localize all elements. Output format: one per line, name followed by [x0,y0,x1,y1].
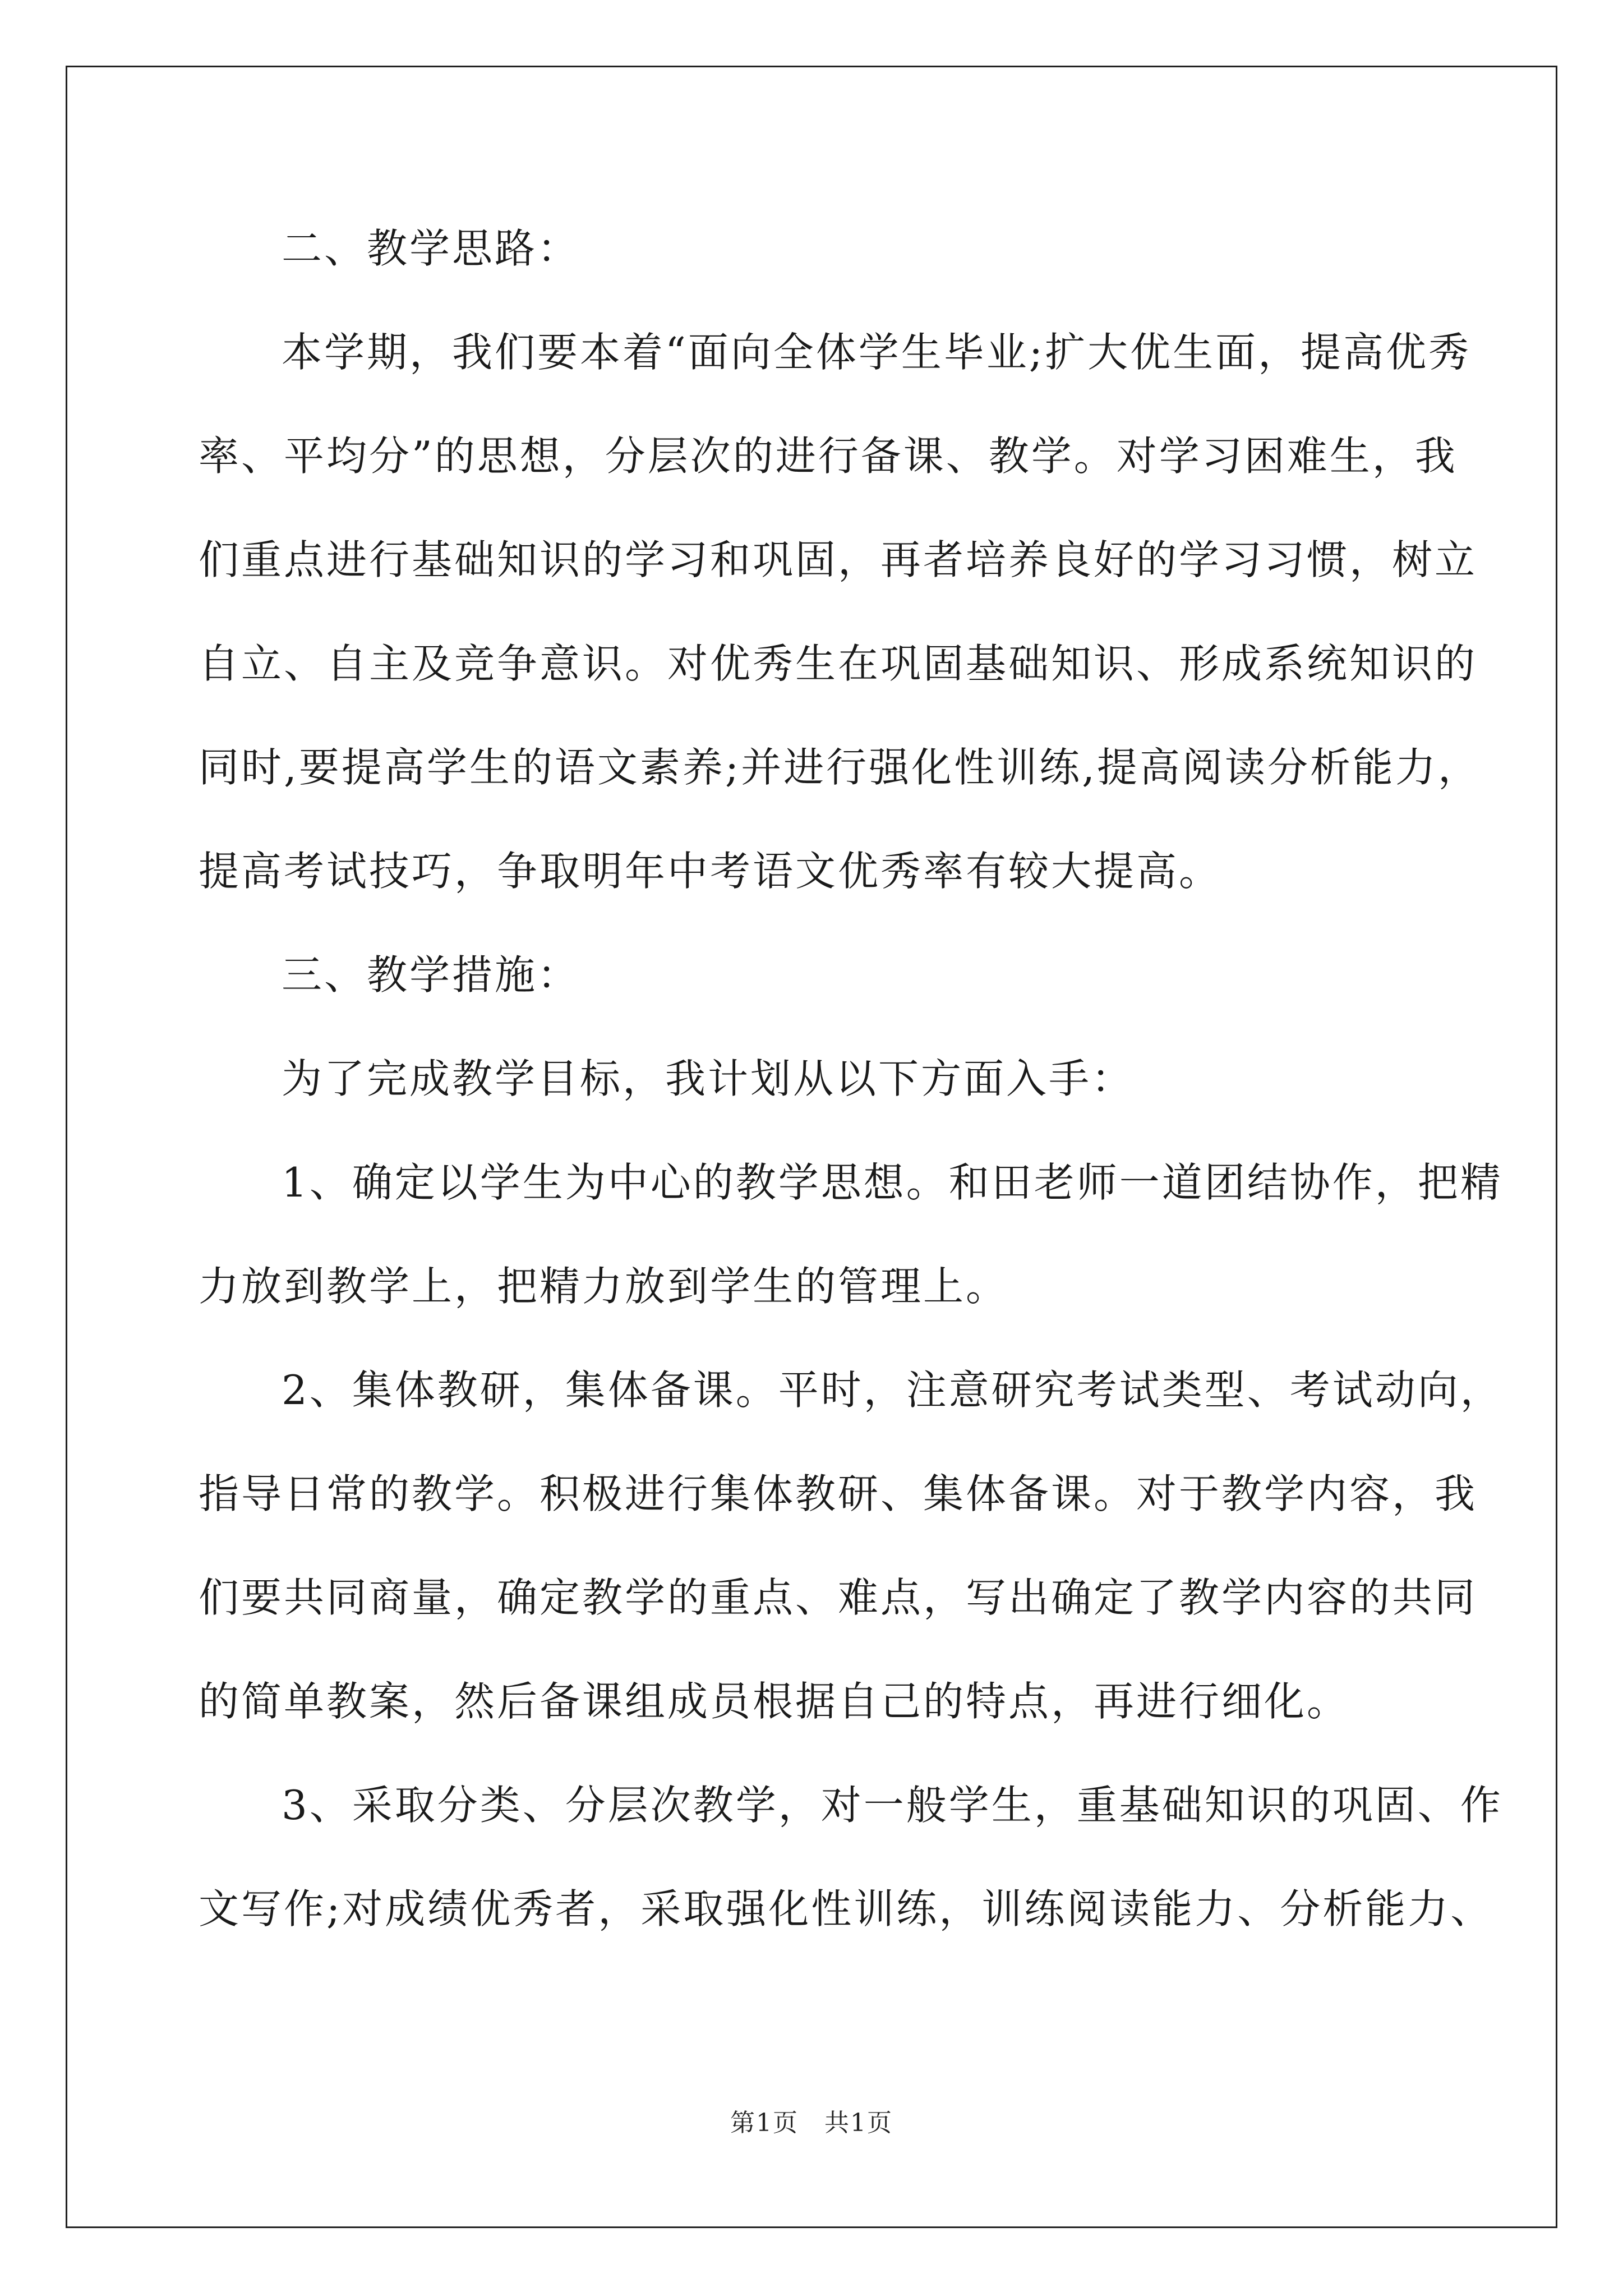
list-item-1-line: 1、确定以学生为中心的教学思想。和田老师一道团结协作，把精 [282,1159,1503,1206]
paragraph-line: 同时,要提高学生的语文素养;并进行强化性训练,提高阅读分析能力， [199,744,1481,791]
list-item-2-line: 的简单教案，然后备课组成员根据自己的特点，再进行细化。 [199,1678,1350,1725]
paragraph-line: 提高考试技巧，争取明年中考语文优秀率有较大提高。 [199,848,1222,895]
list-item-3-line: 3、采取分类、分层次教学，对一般学生，重基础知识的巩固、作 [282,1782,1503,1829]
paragraph-line: 自立、自主及竞争意识。对优秀生在巩固基础知识、形成系统知识的 [199,640,1478,687]
list-item-2-line: 们要共同商量，确定教学的重点、难点，写出确定了教学内容的共同 [199,1574,1478,1621]
list-item-2-line: 指导日常的教学。积极进行集体教研、集体备课。对于教学内容，我 [199,1470,1478,1517]
section-heading-teaching-approach: 二、教学思路： [282,225,580,272]
paragraph-line: 为了完成教学目标，我计划从以下方面入手： [282,1055,1135,1102]
page-number-footer: 第1页 共1页 [730,2109,893,2137]
list-item-1-line: 力放到教学上，把精力放到学生的管理上。 [199,1263,1009,1310]
section-heading-teaching-measures: 三、教学措施： [282,951,580,999]
list-item-2-line: 2、集体教研，集体备课。平时，注意研究考试类型、考试动向， [282,1366,1503,1414]
paragraph-line: 们重点进行基础知识的学习和巩固，再者培养良好的学习习惯，树立 [199,536,1478,583]
paragraph-line: 率、平均分”的思想，分层次的进行备课、教学。对学习困难生，我 [199,432,1458,480]
list-item-3-line: 文写作;对成绩优秀者，采取强化性训练，训练阅读能力、分析能力、 [199,1885,1493,1932]
paragraph-line: 本学期，我们要本着“面向全体学生毕业;扩大优生面，提高优秀 [282,329,1472,376]
